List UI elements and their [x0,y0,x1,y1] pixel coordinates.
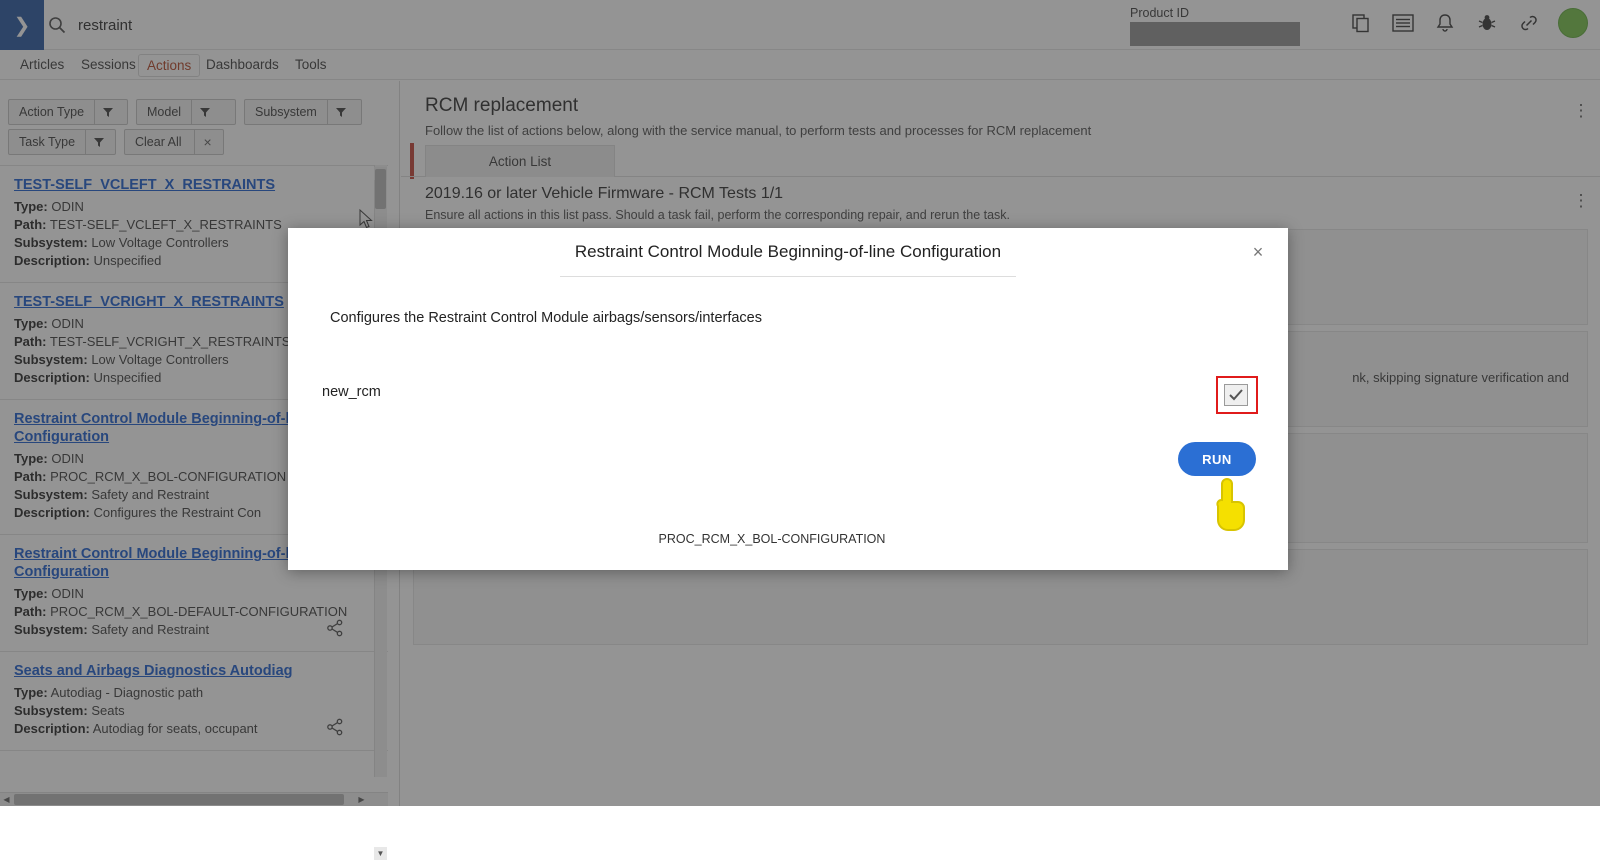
action-dialog [288,228,1288,570]
dialog-title: Restraint Control Module Beginning-of-line Configuration [574,242,1002,261]
new-rcm-checkbox[interactable] [1224,384,1248,406]
close-icon[interactable]: × [1252,242,1264,262]
run-button[interactable]: RUN [1178,442,1256,476]
hand-pointer-cursor [1208,474,1254,536]
dialog-action-code: PROC_RCM_X_BOL-CONFIGURATION [658,532,886,546]
dialog-divider [560,276,1016,277]
dialog-description: Configures the Restraint Control Module airbags/sensors/interfaces [330,310,762,326]
scroll-down-button[interactable]: ▼ [374,847,387,860]
parameter-label: new_rcm [322,384,381,400]
